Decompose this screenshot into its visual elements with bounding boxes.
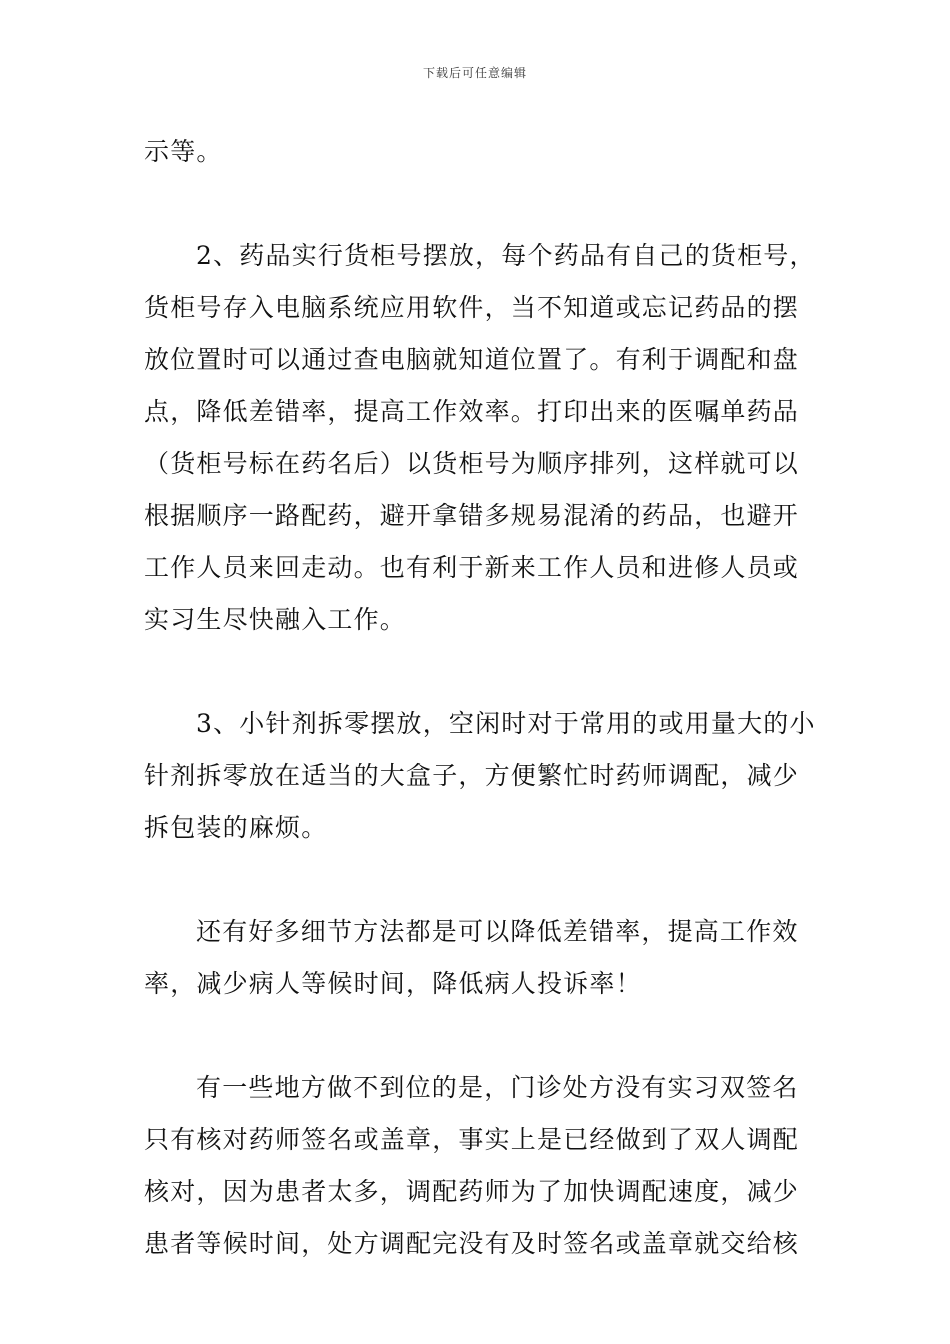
- text-line: 拆包装的麻烦。: [144, 813, 328, 842]
- paragraph-item-3: [144, 698, 816, 854]
- paragraph-gap: [144, 646, 810, 698]
- paragraph-summary: [144, 906, 810, 1010]
- text-line: 患者等候时间，处方调配完没有及时签名或盖章就交给核: [144, 1229, 800, 1258]
- text-line: （货柜号标在药名后）以货柜号为顺序排列，这样就可以: [144, 449, 800, 478]
- text-line: 3、小针剂拆零摆放，空闲时对于常用的或用量大的小: [196, 709, 816, 738]
- text-line: 还有好多细节方法都是可以降低差错率，提高工作效: [196, 917, 799, 946]
- text-line: 针剂拆零放在适当的大盒子，方便繁忙时药师调配，减少: [144, 761, 800, 790]
- text-line: 根据顺序一路配药，避开拿错多规易混淆的药品，也避开: [144, 501, 800, 530]
- text-line: 有一些地方做不到位的是，门诊处方没有实习双签名: [196, 1073, 799, 1102]
- text-line: 只有核对药师签名或盖章，事实上是已经做到了双人调配: [144, 1125, 800, 1154]
- paragraph-continuation: [144, 126, 810, 178]
- paragraph-gap: [144, 854, 810, 906]
- text-line: 率，减少病人等候时间，降低病人投诉率！: [144, 969, 642, 998]
- paragraph-gap: [144, 178, 810, 230]
- text-line: 工作人员来回走动。也有利于新来工作人员和进修人员或: [144, 553, 800, 582]
- text-line: 2、药品实行货柜号摆放，每个药品有自己的货柜号，: [196, 241, 816, 270]
- paragraph-gap: [144, 1010, 810, 1062]
- text-line: 实习生尽快融入工作。: [144, 605, 407, 634]
- paragraph-shortcomings: [144, 1062, 810, 1270]
- page-header: 下载后可任意编辑: [422, 66, 527, 80]
- text-line: 点，降低差错率，提高工作效率。打印出来的医嘱单药品: [144, 397, 800, 426]
- text-line: 示等。: [144, 137, 223, 166]
- paragraph-item-2: [144, 230, 816, 646]
- document-body: [144, 126, 816, 1270]
- text-line: 放位置时可以通过查电脑就知道位置了。有利于调配和盘: [144, 345, 800, 374]
- text-line: 货柜号存入电脑系统应用软件，当不知道或忘记药品的摆: [144, 293, 800, 322]
- text-line: 核对，因为患者太多，调配药师为了加快调配速度，减少: [144, 1177, 800, 1206]
